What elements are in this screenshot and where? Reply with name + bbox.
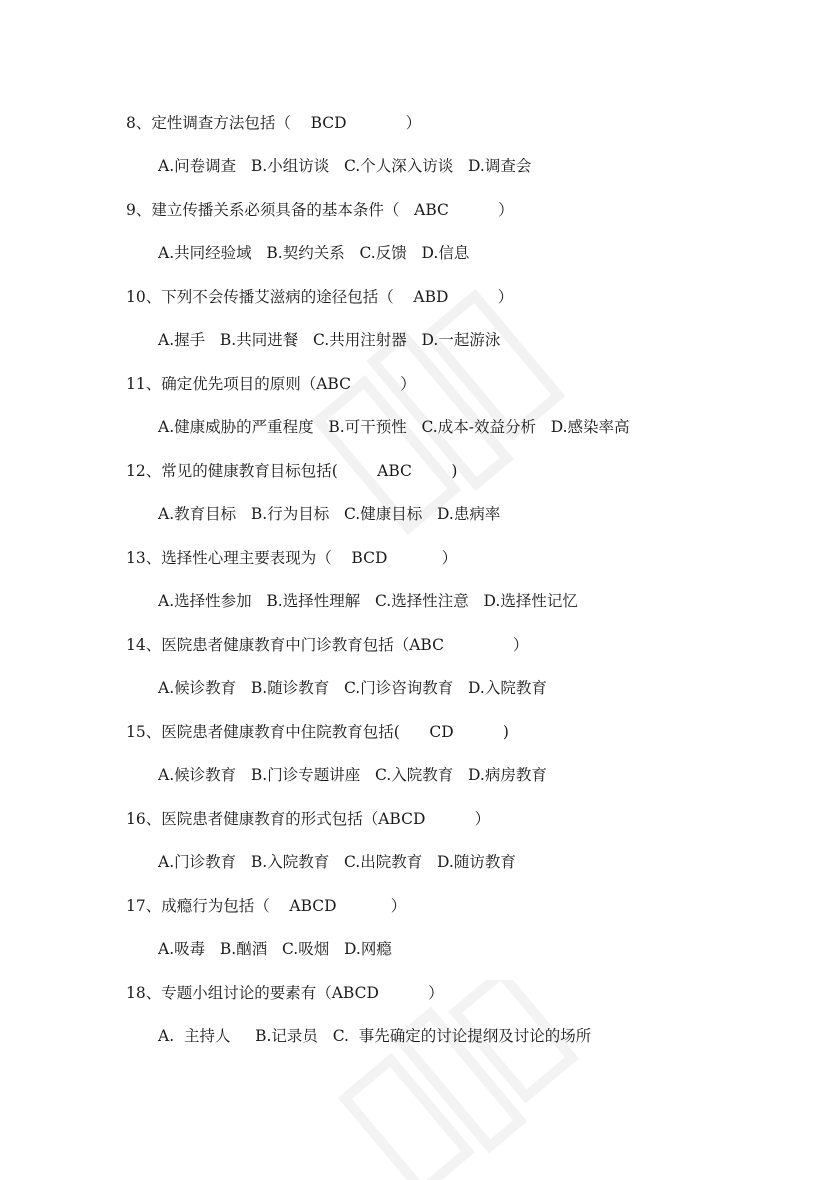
question-stem: 12、常见的健康教育目标包括( ABC ) [126,462,458,480]
question-stem: 18、专题小组讨论的要素有（ABCD ） [126,984,444,1002]
question-options: A.握手 B.共同进餐 C.共用注射器 D.一起游泳 [158,331,501,349]
question-options: A.问卷调查 B.小组访谈 C.个人深入访谈 D.调查会 [158,157,532,175]
question-stem: 8、定性调查方法包括（ BCD ） [126,114,422,132]
question-options: A.共同经验域 B.契约关系 C.反馈 D.信息 [158,244,470,262]
question-options: A.健康威胁的严重程度 B.可干预性 C.成本-效益分析 D.感染率高 [158,418,630,436]
question-options: A.吸毒 B.酗酒 C.吸烟 D.网瘾 [158,940,392,958]
question-stem: 15、医院患者健康教育中住院教育包括( CD ) [126,723,509,741]
question-options: A.候诊教育 B.随诊教育 C.门诊咨询教育 D.入院教育 [158,679,547,697]
question-stem: 11、确定优先项目的原则（ABC ） [126,375,416,393]
question-options: A.选择性参加 B.选择性理解 C.选择性注意 D.选择性记忆 [158,592,578,610]
question-stem: 17、成瘾行为包括（ ABCD ） [126,897,407,915]
question-stem: 14、医院患者健康教育中门诊教育包括（ABC ） [126,636,529,654]
question-options: A.候诊教育 B.门诊专题讲座 C.入院教育 D.病房教育 [158,766,547,784]
question-options: A.教育目标 B.行为目标 C.健康目标 D.患病率 [158,505,501,523]
watermark-logo-icon-bottom [320,980,600,1180]
question-options: A. 主持人 B.记录员 C. 事先确定的讨论提纲及讨论的场所 [158,1027,592,1045]
question-options: A.门诊教育 B.入院教育 C.出院教育 D.随访教育 [158,853,516,871]
question-stem: 13、选择性心理主要表现为（ BCD ） [126,549,458,567]
question-stem: 9、建立传播关系必须具备的基本条件（ ABC ） [126,201,514,219]
question-stem: 16、医院患者健康教育的形式包括（ABCD ） [126,810,491,828]
question-stem: 10、下列不会传播艾滋病的途径包括（ ABD ） [126,288,514,306]
